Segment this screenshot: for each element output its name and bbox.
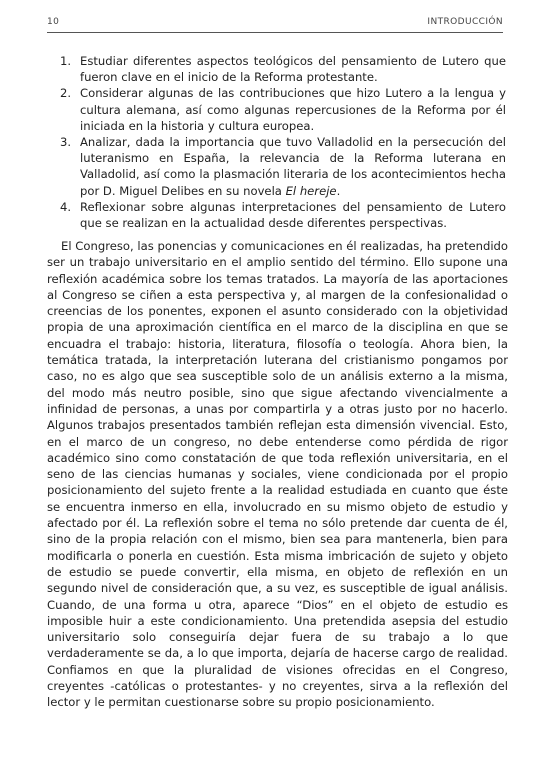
- list-item-text: Considerar algunas de las contribuciones que hizo Lutero a la lengua y cultura alemana, así como algunas repercusiones de la Reforma por él iniciada en la historia y cultura europea.: [80, 86, 506, 133]
- list-item-number: 4.: [60, 199, 72, 214]
- body-paragraph: El Congreso, las ponencias y comunicaciones en él realizadas, ha pretendido ser un trabajo universitario en el amplio sentido del término. Ello supone una reflexión académica sobre los temas tratados. La mayoría de las aportaciones al Congreso se ciñen a esta perspectiva y, al margen de la confesionalidad o creencias de los ponentes, exponen el asunto considerado con la objetividad propia de una aproximación científica en el marco de la disciplina en que se encuadra el trabajo: historia, literatura, filosofía o teología. Ahora bien, la temática tratada, la interpretación luterana del cristianismo pongamos por caso, no es algo que sea susceptible solo de un análisis externo a la misma, del modo más neutro posible, sino que sigue afectando vivencialmente a infinidad de personas, a unas por compartirla y a otras justo por no hacerlo. Algunos trabajos presentados también reflejan esta dimensión vivencial. Esto, en el marco de un congreso, no debe entenderse como pérdida de rigor académico sino como constatación de que toda reflexión universitaria, en el seno de las ciencias humanas y sociales, viene condicionada por el propio posicionamiento del sujeto frente a la realidad estudiada en cuanto que éste se encuentra inmerso en ella, involucrado en su mismo objeto de estudio y afectado por él. La reflexión sobre el tema no sólo pretende dar cuenta de él, sino de la propia relación con el mismo, bien sea para mantenerla, bien para modificarla o ponerla en cuestión. Esta misma imbricación de sujeto y objeto de estudio se puede convertir, ella misma, en objeto de reflexión en un segundo nivel de consideración que, a su vez, es susceptible de igual análisis. Cuando, de una forma u otra, aparece “Dios” en el objeto de estudio es imposible huir a este condicionamiento. Una pretendida asepsia del estudio universitario solo conseguiría dejar fuera de su trabajo a lo que verdaderamente se da, a lo que importa, dejaría de hacerse cargo de realidad. Confiamos en que la pluralidad de visiones ofrecidas en el Congreso, creyentes -católicas o protestantes- y no creyentes, sirva a la reflexión del lector y le permitan cuestionarse sobre su propio posicionamiento.: [47, 239, 508, 710]
- list-item: [60, 53, 506, 85]
- page-header: [47, 17, 503, 31]
- running-title: INTRODUCCIÓN: [427, 17, 503, 27]
- list-item-text-after: .: [336, 183, 341, 198]
- list-item-number: 3.: [60, 135, 72, 150]
- page-number: 10: [47, 17, 60, 27]
- list-item-text: Reflexionar sobre algunas interpretaciones del pensamiento de Lutero que se realizan en la actualidad desde diferentes perspectivas.: [80, 199, 506, 231]
- list-item: [60, 85, 506, 134]
- list-item-number: 1.: [60, 54, 72, 68]
- list-item-text: Estudiar diferentes aspectos teológicos del pensamiento de Lutero que fueron clave en el inicio de la Reforma protestante.: [80, 54, 506, 85]
- list-item-number: 2.: [60, 86, 72, 101]
- list-item-text: [80, 135, 506, 198]
- novel-title: El hereje: [285, 183, 337, 198]
- list-item-text-before: Analizar, dada la importancia que tuvo Valladolid en la persecución del luteranismo en España, la relevancia de la Reforma luterana en Valladolid, así como la plasmación literaria de los acontecimientos hecha por D. Miguel Delibes en su novela: [80, 135, 506, 198]
- header-rule: [47, 32, 503, 33]
- objectives-list: [60, 53, 506, 231]
- list-item: [60, 199, 506, 231]
- list-item: [60, 134, 506, 199]
